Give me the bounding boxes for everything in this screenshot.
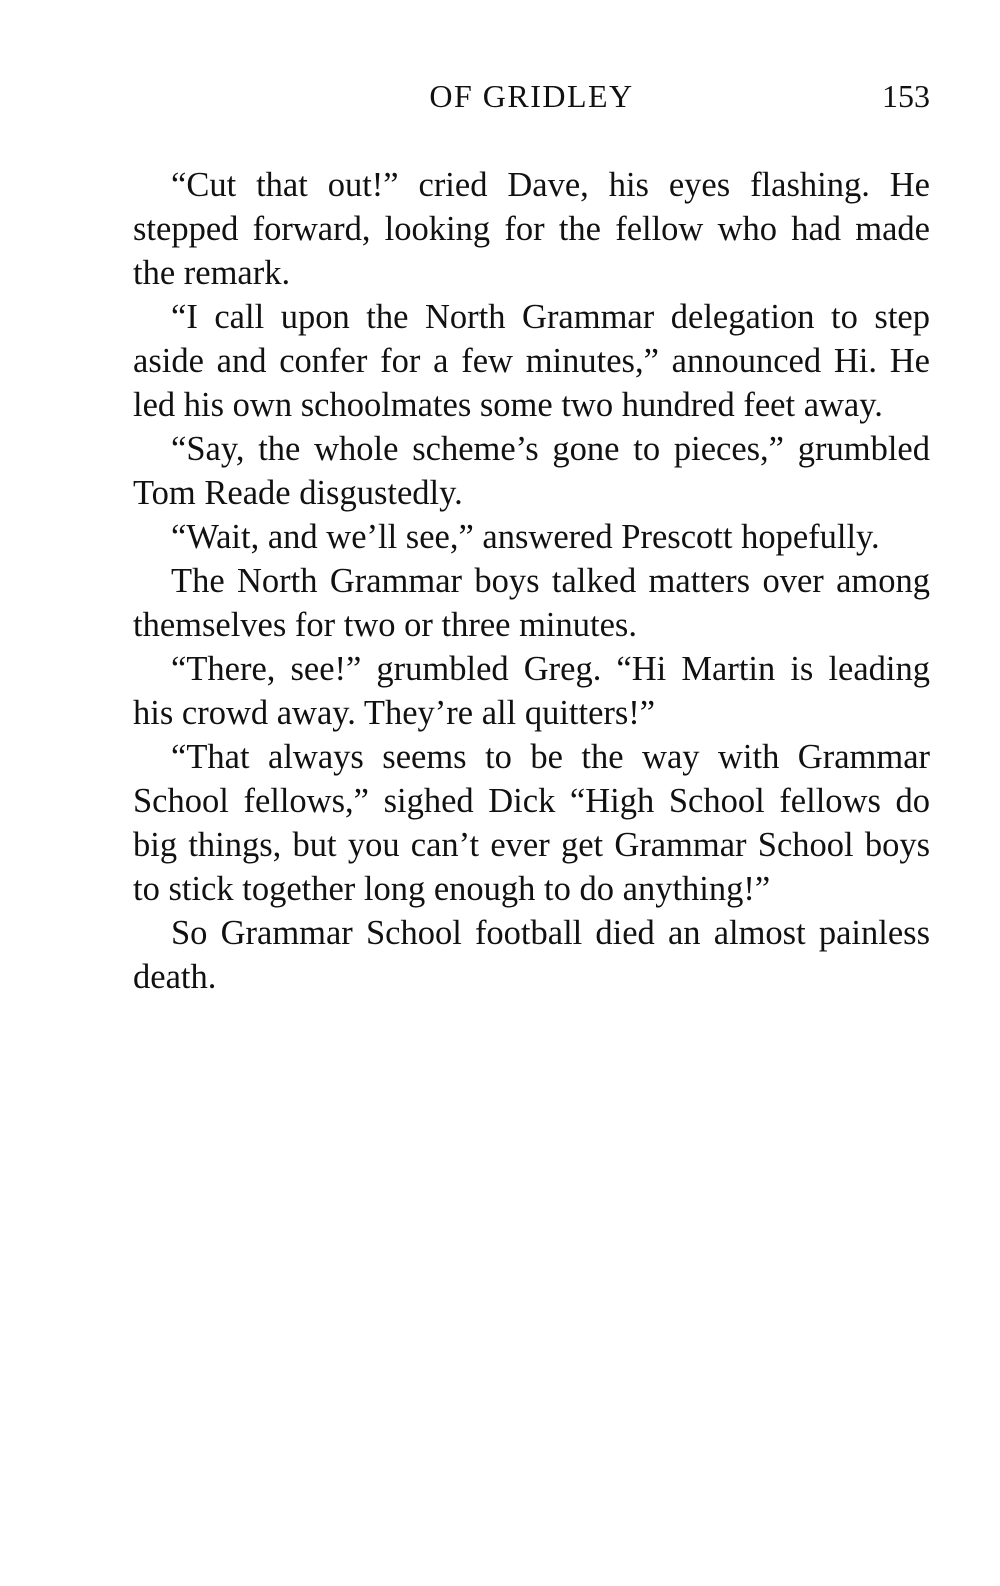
paragraph: So Grammar School football died an almost painless death.	[133, 914, 930, 996]
paragraph: “Cut that out!” cried Dave, his eyes flashing. He stepped forward, looking for the fellow who had made the remark.	[133, 166, 930, 292]
paragraph: “That always seems to be the way with Grammar School fellows,” sighed Dick “High School fellows do big things, but you can’t ever get Grammar School boys to stick together long enough to do anything!”	[133, 738, 930, 908]
running-head	[133, 74, 930, 122]
paragraph: “Wait, and we’ll see,” answered Prescott hopefully.	[171, 518, 880, 556]
paragraph: “There, see!” grumbled Greg. “Hi Martin is leading his crowd away. They’re all quitters!”	[133, 650, 930, 732]
body-text	[133, 163, 930, 999]
paragraph: “Say, the whole scheme’s gone to pieces,” grumbled Tom Reade disgustedly.	[133, 430, 930, 512]
page-number: 153	[882, 78, 930, 114]
paragraph: The North Grammar boys talked matters over among themselves for two or three minutes.	[133, 562, 930, 644]
running-title: OF GRIDLEY	[429, 78, 634, 114]
paragraph: “I call upon the North Grammar delegation to step aside and confer for a few minutes,” announced Hi. He led his own schoolmates some two hundred feet away.	[133, 298, 930, 424]
